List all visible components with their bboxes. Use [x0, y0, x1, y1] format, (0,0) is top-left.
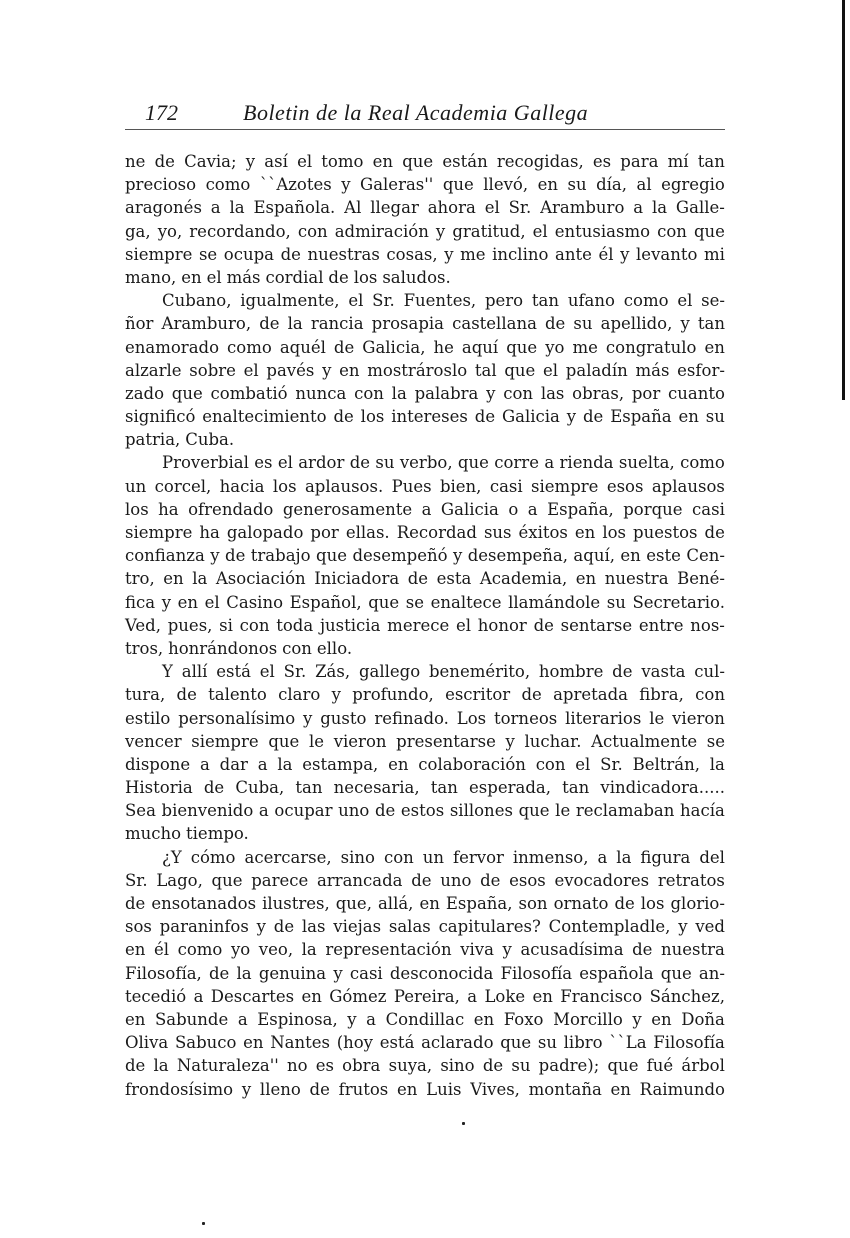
text-line: ne de Cavia; y así el tomo en que están recogidas, es para mí tan [125, 152, 725, 171]
body-text [125, 150, 725, 1101]
text-line: aragonés a la Española. Al llegar ahora el Sr. Aramburo a la Galle- [125, 198, 725, 218]
scan-edge-line [842, 0, 845, 400]
scan-speck [462, 1122, 465, 1125]
text-line: tros, honrándonos con ello. [125, 638, 353, 658]
text-line: zado que combatió nunca con la palabra y con las obras, por cuanto [125, 383, 725, 403]
text-line: de ensotanados ilustres, que, allá, en España, son ornato de los glorio- [125, 894, 725, 913]
text-line: Filosofía, de la genuina y casi desconocida Filosofía española que an- [125, 963, 725, 983]
text-line: fica y en el Casino Español, que se enaltece llamándole su Secretario. [125, 592, 725, 612]
text-line: alzarle sobre el pavés y en mostrároslo tal que el paladín más esfor- [125, 360, 725, 380]
page-number: 172 [145, 100, 178, 125]
text-line: ¿Y cómo acercarse, sino con un fervor inmenso, a la figura del [162, 847, 725, 867]
text-line: sos paraninfos y de las viejas salas capitulares? Contempladle, y ved [125, 917, 725, 937]
text-line: tro, en la Asociación Iniciadora de esta Academia, en nuestra Bené- [125, 569, 725, 589]
text-line: patria, Cuba. [125, 430, 235, 450]
text-line: Sea bienvenido a ocupar uno de estos sillones que le reclamaban hacía [125, 801, 725, 821]
text-line: confianza y de trabajo que desempeñó y desempeña, aquí, en este Cen- [125, 546, 725, 566]
text-line: Oliva Sabuco en Nantes (hoy está aclarado que su libro ``La Filosofía [125, 1033, 725, 1053]
text-line: Proverbial es el ardor de su verbo, que corre a rienda suelta, como [162, 453, 725, 473]
text-line: precioso como ``Azotes y Galeras'' que llevó, en su día, al egregio [125, 175, 725, 195]
text-line: Y allí está el Sr. Zás, gallego benemérito, hombre de vasta cul- [162, 662, 725, 682]
paragraph [125, 451, 725, 660]
page-header [125, 100, 725, 130]
text-line: ñor Aramburo, de la rancia prosapia castellana de su apellido, y tan [125, 314, 725, 334]
text-line: un corcel, hacia los aplausos. Pues bien, casi siempre esos aplausos [125, 476, 725, 496]
text-line: tura, de talento claro y profundo, escritor de apretada fibra, con [125, 685, 725, 705]
text-line: vencer siempre que le vieron presentarse y luchar. Actualmente se [125, 731, 725, 751]
header-rule [125, 129, 725, 130]
paragraph [125, 846, 725, 1101]
text-line: siempre ha galopado por ellas. Recordad sus éxitos en los puestos de [125, 523, 725, 542]
paragraph [125, 289, 725, 451]
text-line: los ha ofrendado generosamente a Galicia o a España, porque casi [125, 499, 725, 519]
text-line: mucho tiempo. [125, 824, 249, 844]
text-line: ga, yo, recordando, con admiración y gratitud, el entusiasmo con que [125, 221, 725, 241]
text-line: Cubano, igualmente, el Sr. Fuentes, pero tan ufano como el se- [162, 291, 725, 311]
text-line: de la Naturaleza'' no es obra suya, sino de su padre); que fué árbol [125, 1056, 725, 1076]
text-line: dispone a dar a la estampa, en colaboración con el Sr. Beltrán, la [125, 754, 725, 774]
text-line: enamorado como aquél de Galicia, he aquí que yo me congratulo en [125, 337, 725, 357]
paragraph [125, 660, 725, 846]
text-line: Sr. Lago, que parece arrancada de uno de esos evocadores retratos [125, 870, 725, 890]
text-line: en Sabunde a Espinosa, y a Condillac en Foxo Morcillo y en Doña [125, 1009, 725, 1029]
text-line: significó enaltecimiento de los intereses de Galicia y de España en su [125, 407, 725, 427]
scan-speck [202, 1222, 205, 1225]
text-line: Historia de Cuba, tan necesaria, tan esperada, tan vindicadora..... [125, 778, 725, 798]
running-head-title: Boletin de la Real Academia Gallega [243, 100, 589, 125]
text-line: siempre se ocupa de nuestras cosas, y me inclino ante él y levanto mi [125, 244, 725, 264]
text-line: tecedió a Descartes en Gómez Pereira, a Loke en Francisco Sánchez, [125, 986, 725, 1006]
paragraph [125, 150, 725, 289]
text-line: estilo personalísimo y gusto refinado. Los torneos literarios le vieron [125, 708, 725, 728]
text-line: en él como yo veo, la representación viva y acusadísima de nuestra [125, 940, 725, 960]
text-line: frondosísimo y lleno de frutos en Luis Vives, montaña en Raimundo [125, 1079, 725, 1099]
text-line: mano, en el más cordial de los saludos. [125, 267, 451, 287]
text-line: Ved, pues, si con toda justicia merece el honor de sentarse entre nos- [125, 615, 725, 635]
